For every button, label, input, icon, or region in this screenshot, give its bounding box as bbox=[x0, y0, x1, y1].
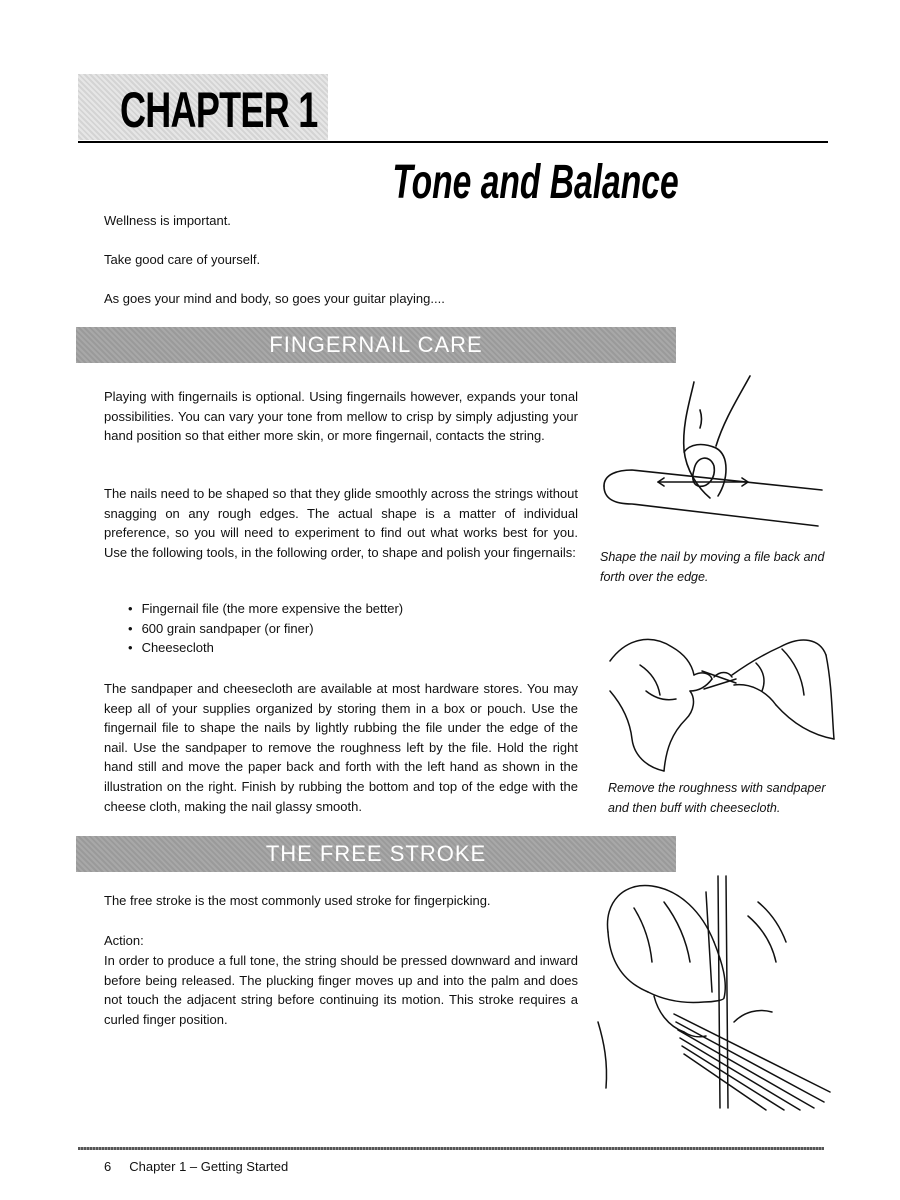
running-title: Chapter 1 – Getting Started bbox=[129, 1159, 289, 1174]
fingernail-paragraph-3: The sandpaper and cheesecloth are available at most hardware stores. You may keep all of your supplies organized by storing them in a box or pouch. Use the fingernail file to shape the nails by lightly rubbing the file under the edge of the nail. Use the sandpaper to remove the roughness left by the file. Hold the right hand still and move the paper back and forth with the left hand as shown in the illustration on the right. Finish by rubbing the bottom and top of the edge with the cheese cloth, making the nail glassy smooth. bbox=[104, 681, 578, 814]
section-heading-fingernail-care: FINGERNAIL CARE bbox=[76, 327, 676, 363]
page-title bbox=[0, 155, 840, 211]
page-title-text: Tone and Balance bbox=[392, 156, 679, 209]
sandpaper-illustration bbox=[606, 625, 838, 775]
page-number: 6 bbox=[104, 1159, 112, 1174]
fingernail-paragraph-2: The nails need to be shaped so that they glide smoothly across the strings without snagging on any rough edges. The actual shape is a matter of individual preference, so you will need to experiment to find out what works best for you. Use the following tools, in the following order, to shape and polish your fingernails: bbox=[104, 486, 578, 560]
free-stroke-action-label: Action: bbox=[104, 933, 144, 948]
free-stroke-illustration bbox=[594, 872, 834, 1112]
tools-list bbox=[128, 599, 403, 658]
intro-line: Take good care of yourself. bbox=[104, 252, 261, 267]
footer-rule bbox=[78, 1147, 824, 1150]
nail-file-illustration bbox=[598, 370, 826, 540]
list-item: • Cheesecloth bbox=[128, 638, 403, 658]
list-item: • Fingernail file (the more expensive the better) bbox=[128, 599, 403, 619]
intro-line: Wellness is important. bbox=[104, 213, 231, 228]
fingernail-paragraph-1: Playing with fingernails is optional. Using fingernails however, expands your tonal possibilities. You can vary your tone from mellow to crisp by simply adjusting your hand position so that either more skin, or more fingernail, contacts the string. bbox=[104, 389, 578, 444]
intro-line: As goes your mind and body, so goes your guitar playing.... bbox=[104, 291, 445, 306]
page-footer bbox=[104, 1158, 288, 1176]
free-stroke-paragraph-2: In order to produce a full tone, the string should be pressed downward and inward before being released. The plucking finger moves up and into the palm and does not touch the adjacent string before continuing its motion. This stroke requires a curled finger position. bbox=[104, 953, 578, 1027]
free-stroke-paragraph-1: The free stroke is the most commonly used stroke for fingerpicking. bbox=[104, 893, 491, 908]
section-heading-free-stroke: THE FREE STROKE bbox=[76, 836, 676, 872]
sandpaper-caption: Remove the roughness with sandpaper and then buff with cheesecloth. bbox=[608, 781, 826, 815]
nail-file-caption: Shape the nail by moving a file back and forth over the edge. bbox=[600, 550, 825, 584]
chapter-rule bbox=[78, 141, 828, 143]
chapter-label: CHAPTER 1 bbox=[120, 82, 318, 138]
list-item: • 600 grain sandpaper (or finer) bbox=[128, 619, 403, 639]
